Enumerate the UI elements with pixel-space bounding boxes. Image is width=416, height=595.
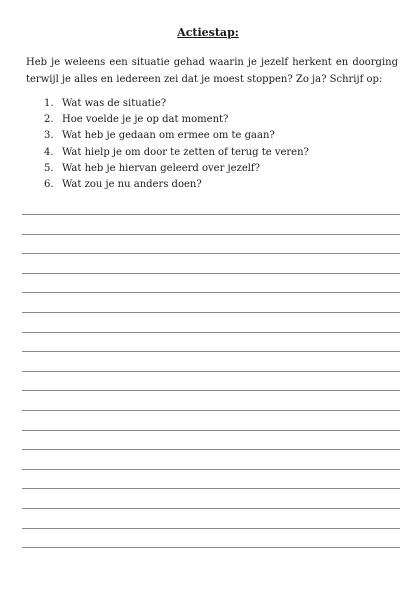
question-number: 6. [44, 178, 54, 190]
writing-line [22, 430, 400, 431]
question-text: Wat zou je nu anders doen? [62, 178, 202, 190]
writing-line [22, 469, 400, 470]
question-text: Hoe voelde je je op dat moment? [62, 114, 229, 126]
question-number: 2. [44, 114, 54, 126]
writing-line [22, 214, 400, 215]
writing-line [22, 253, 400, 254]
question-text: Wat heb je gedaan om ermee om te gaan? [62, 130, 275, 142]
writing-area[interactable] [22, 0, 400, 595]
writing-line [22, 273, 400, 274]
writing-line [22, 292, 400, 293]
question-number: 1. [44, 98, 54, 109]
intro-paragraph: Heb je weleens een situatie gehad waarin je jezelf herkent en doorging terwijl je alles en iedereen zei dat je moest stoppen? Zo ja? Schrijf op: [26, 57, 398, 85]
question-text: Wat heb je hiervan geleerd over jezelf? [62, 162, 260, 174]
writing-line [22, 410, 400, 411]
writing-line [22, 508, 400, 509]
writing-line [22, 371, 400, 372]
question-number: 4. [44, 146, 54, 158]
writing-line [22, 351, 400, 352]
writing-line [22, 332, 400, 333]
question-text: Wat was de situatie? [62, 98, 167, 109]
writing-line [22, 528, 400, 529]
question-text: Wat hielp je om door te zetten of terug te veren? [62, 146, 309, 158]
question-number: 5. [44, 162, 54, 174]
writing-line [22, 547, 400, 548]
question-number: 3. [44, 130, 54, 142]
writing-line [22, 390, 400, 391]
writing-line [22, 488, 400, 489]
worksheet-title: Actiestap: [177, 26, 239, 39]
writing-line [22, 449, 400, 450]
writing-line [22, 234, 400, 235]
writing-line [22, 312, 400, 313]
